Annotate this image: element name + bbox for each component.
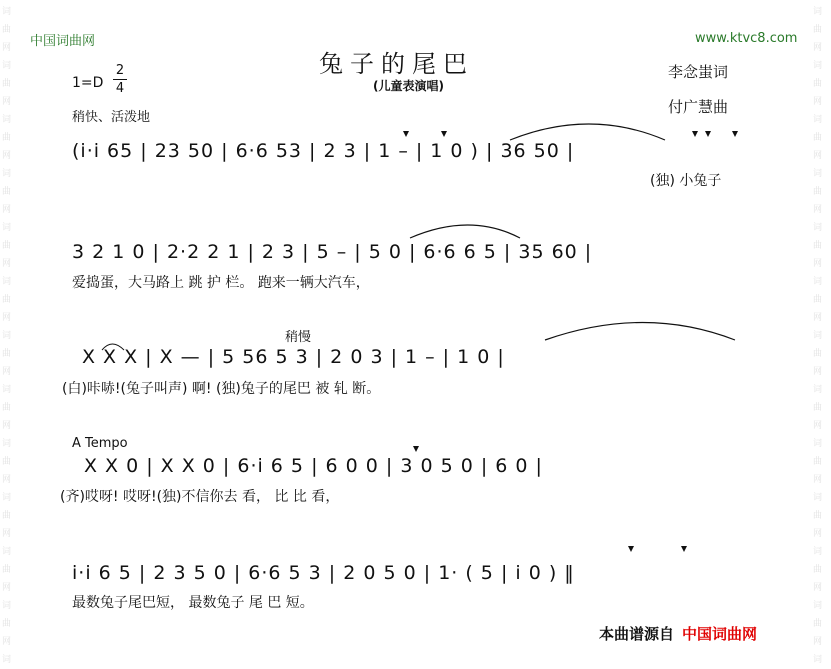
watermark-glyph: 曲 (2, 565, 12, 575)
lyric-row-4: (齐)哎呀! 哎呀!(独)不信你去 看， 比 比 看， (60, 489, 340, 505)
watermark-glyph: 网 (813, 151, 823, 161)
watermark-glyph: 网 (2, 259, 12, 269)
watermark-glyph: 曲 (2, 403, 12, 413)
footer-source-site[interactable]: 中国词曲网 (682, 625, 758, 643)
watermark-glyph: 曲 (813, 349, 823, 359)
watermark-glyph: 曲 (813, 511, 823, 521)
lyric-row-2: 爱捣蛋，大马路上 跳 护 栏。 跑来一辆大汽车， (72, 275, 370, 291)
accent-mark (413, 446, 419, 452)
slower-marking: 稍慢 (285, 330, 312, 345)
watermark-glyph: 词 (813, 385, 823, 395)
accent-mark (681, 546, 687, 552)
watermark-glyph: 词 (813, 655, 823, 665)
watermark-glyph: 网 (2, 43, 12, 53)
composer-credit: 付广慧曲 (668, 98, 729, 116)
watermark-glyph: 曲 (813, 403, 823, 413)
song-subtitle: (儿童表演唱) (373, 79, 444, 93)
site-url-right[interactable]: www.ktvc8.com (695, 31, 798, 46)
watermark-glyph: 网 (2, 421, 12, 431)
watermark-glyph: 词 (2, 493, 12, 503)
watermark-glyph: 词 (813, 547, 823, 557)
watermark-glyph: 网 (2, 151, 12, 161)
watermark-glyph: 词 (2, 169, 12, 179)
watermark-glyph: 词 (2, 655, 12, 665)
watermark-glyph: 网 (2, 637, 12, 647)
watermark-glyph: 词 (2, 439, 12, 449)
watermark-glyph: 词 (2, 385, 12, 395)
footer-source-label: 本曲谱源自 (599, 625, 675, 643)
watermark-glyph: 曲 (2, 133, 12, 143)
lyric-row-3: (白)咔哧!(兔子叫声) 啊! (独)兔子的尾巴 被 轧 断。 (62, 381, 381, 397)
time-signature-top: 2 (115, 63, 125, 78)
watermark-glyph: 网 (813, 367, 823, 377)
watermark-glyph: 网 (813, 97, 823, 107)
watermark-glyph: 词 (2, 277, 12, 287)
watermark-glyph: 曲 (813, 241, 823, 251)
watermark-glyph: 曲 (813, 133, 823, 143)
watermark-glyph: 网 (813, 421, 823, 431)
watermark-glyph: 词 (2, 7, 12, 17)
notation-row-4: X X 0 | X X 0 | 6·i 6 5 | 6 0 0 | 3 0 5 0 | 6 0 | (84, 455, 543, 477)
notation-row-2: 3 2 1 0 | 2·2 2 1 | 2 3 | 5 – | 5 0 | 6·6 6 5 | 35 60 | (72, 241, 593, 263)
site-name-left[interactable]: 中国词曲网 (30, 34, 96, 49)
watermark-glyph: 网 (2, 475, 12, 485)
watermark-glyph: 词 (2, 331, 12, 341)
watermark-glyph: 词 (813, 601, 823, 611)
watermark-glyph: 网 (2, 205, 12, 215)
watermark-glyph: 曲 (813, 457, 823, 467)
song-title: 兔子的尾巴 (319, 50, 474, 78)
tempo-marking: 稍快、活泼地 (72, 110, 151, 125)
key-signature: 1=D (72, 75, 104, 91)
watermark-glyph: 词 (2, 223, 12, 233)
watermark-glyph: 网 (2, 97, 12, 107)
watermark-glyph: 词 (813, 61, 823, 71)
accent-mark (441, 131, 447, 137)
watermark-glyph: 词 (2, 547, 12, 557)
watermark-glyph: 曲 (2, 295, 12, 305)
notation-row-3: X X X | X — | 5 56 5 3 | 2 0 3 | 1 – | 1 0 | (82, 346, 505, 368)
watermark-glyph: 曲 (813, 25, 823, 35)
footer-source (599, 623, 757, 644)
watermark-glyph: 曲 (2, 457, 12, 467)
slur-row-3-short (102, 344, 124, 350)
watermark-glyph: 词 (2, 601, 12, 611)
notation-row-5: i·i 6 5 | 2 3 5 0 | 6·6 5 3 | 2 0 5 0 | 1· ( 5 | i 0 ) ‖ (72, 562, 575, 584)
lyricist-credit: 李念蚩词 (668, 63, 729, 81)
watermark-glyph: 曲 (2, 241, 12, 251)
watermark-glyph: 曲 (2, 511, 12, 521)
notation-row-1: (i·i 65 | 23 50 | 6·6 53 | 2 3 | 1 – | 1 0 ) | 36 50 | (72, 140, 575, 162)
watermark-glyph: 词 (813, 115, 823, 125)
watermark-glyph: 网 (813, 583, 823, 593)
accent-mark (403, 131, 409, 137)
watermark-glyph: 网 (813, 475, 823, 485)
watermark-glyph: 网 (2, 529, 12, 539)
watermark-glyph: 词 (813, 169, 823, 179)
watermark-glyph: 词 (813, 277, 823, 287)
watermark-glyph: 曲 (2, 349, 12, 359)
watermark-glyph: 词 (813, 223, 823, 233)
accent-mark (732, 131, 738, 137)
watermark-glyph: 网 (2, 367, 12, 377)
watermark-glyph: 曲 (813, 565, 823, 575)
slur-row-3 (545, 323, 735, 341)
watermark-glyph: 词 (813, 493, 823, 503)
watermark-glyph: 网 (813, 205, 823, 215)
watermark-glyph: 曲 (2, 187, 12, 197)
watermark-glyph: 网 (813, 313, 823, 323)
lyric-row-1: (独) 小兔子 (650, 173, 722, 189)
watermark-glyph: 词 (813, 7, 823, 17)
watermark-glyph: 词 (813, 439, 823, 449)
slur-row-2 (410, 225, 520, 238)
watermark-glyph: 网 (813, 43, 823, 53)
lyric-row-5: 最数兔子尾巴短， 最数兔子 尾 巴 短。 (72, 595, 314, 611)
watermark-glyph: 曲 (813, 619, 823, 629)
watermark-glyph: 曲 (2, 79, 12, 89)
a-tempo-marking: A Tempo (72, 436, 128, 451)
watermark-glyph: 曲 (2, 25, 12, 35)
watermark-glyph: 网 (813, 259, 823, 269)
accent-mark (705, 131, 711, 137)
watermark-glyph: 网 (813, 637, 823, 647)
watermark-glyph: 词 (2, 61, 12, 71)
watermark-glyph: 词 (2, 115, 12, 125)
accent-mark (692, 131, 698, 137)
accent-mark (628, 546, 634, 552)
watermark-glyph: 曲 (813, 187, 823, 197)
watermark-glyph: 曲 (813, 79, 823, 89)
watermark-glyph: 网 (813, 529, 823, 539)
watermark-glyph: 网 (2, 313, 12, 323)
watermark-glyph: 曲 (813, 295, 823, 305)
slur-row-1 (510, 124, 665, 140)
watermark-glyph: 网 (2, 583, 12, 593)
watermark-glyph: 词 (813, 331, 823, 341)
watermark-glyph: 曲 (2, 619, 12, 629)
time-signature-bottom: 4 (115, 81, 125, 96)
